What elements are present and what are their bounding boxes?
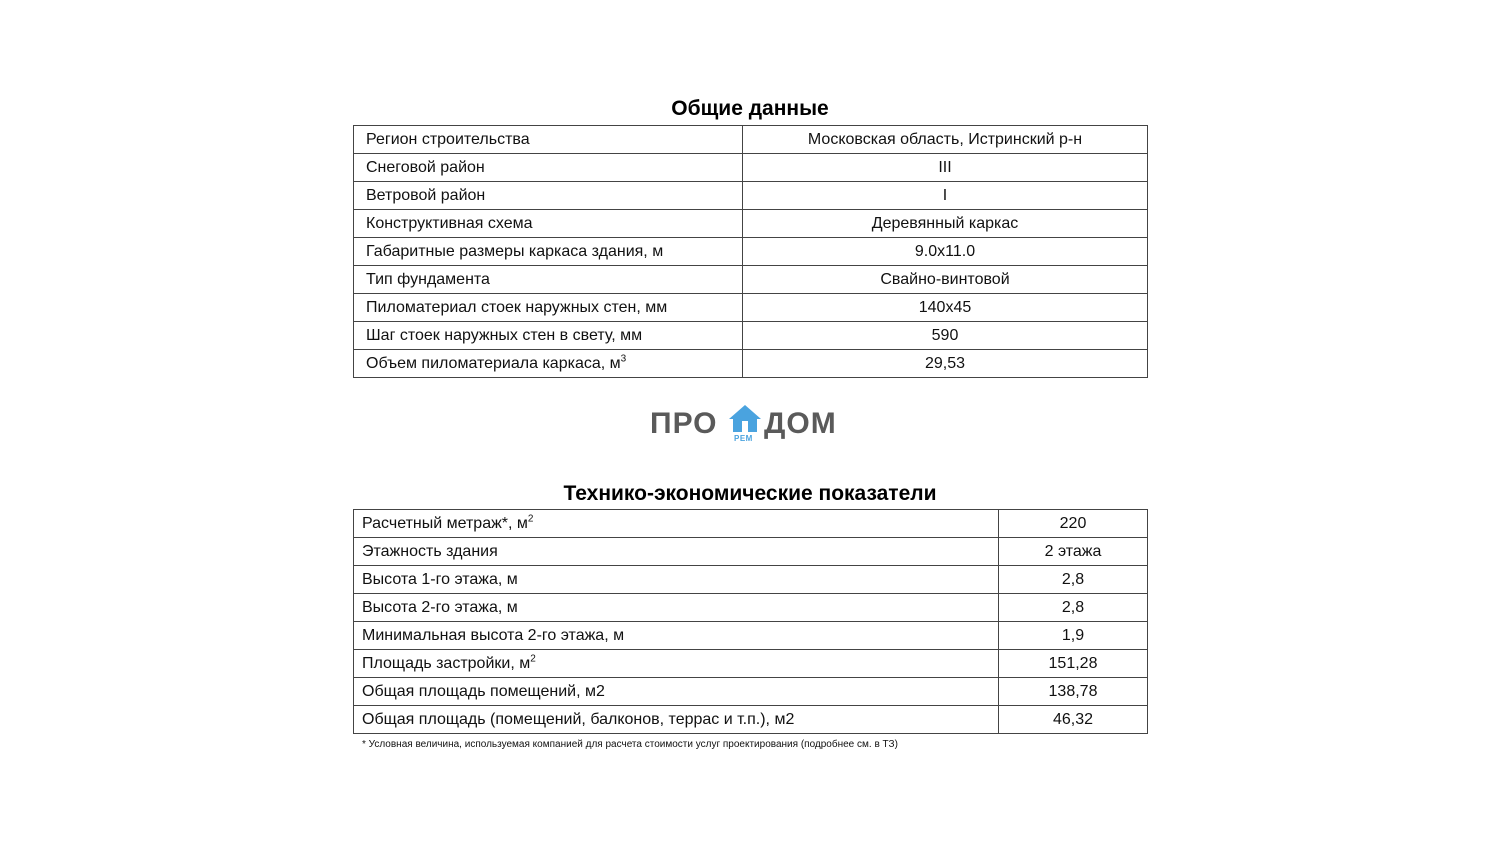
- logo-text-right: ДОМ: [764, 407, 837, 440]
- logo-subtext: РЕМ: [734, 434, 753, 443]
- row-label: Этажность здания: [354, 538, 999, 566]
- row-value: 29,53: [743, 350, 1148, 378]
- unit-superscript: 2: [530, 653, 536, 665]
- row-value: 590: [743, 322, 1148, 350]
- row-label: Высота 2-го этажа, м: [354, 594, 999, 622]
- table-row: [354, 322, 1148, 350]
- row-label: Минимальная высота 2-го этажа, м: [354, 622, 999, 650]
- table-row: [354, 350, 1148, 378]
- table-row: [354, 622, 1148, 650]
- general-data-table: [353, 125, 1148, 378]
- row-label: Снеговой район: [354, 154, 743, 182]
- table-row: [354, 566, 1148, 594]
- row-value: 46,32: [999, 706, 1148, 734]
- table-row: [354, 154, 1148, 182]
- row-label: Высота 1-го этажа, м: [354, 566, 999, 594]
- row-value: 9.0x11.0: [743, 238, 1148, 266]
- row-value: Деревянный каркас: [743, 210, 1148, 238]
- house-icon: [728, 404, 762, 434]
- row-value: 151,28: [999, 650, 1148, 678]
- row-label-cell: [354, 350, 743, 378]
- tep-table: [353, 509, 1148, 734]
- footnote: * Условная величина, используемая компанией для расчета стоимости услуг проектирования (подробнее см. в ТЗ): [362, 739, 898, 750]
- row-label: Тип фундамента: [354, 266, 743, 294]
- unit-superscript: 2: [527, 513, 534, 525]
- row-value: 2,8: [999, 566, 1148, 594]
- row-value: 140x45: [743, 294, 1148, 322]
- row-label: Площадь застройки, м: [362, 655, 531, 672]
- row-label: Объем пиломатериала каркаса, м: [366, 355, 621, 372]
- table-row: [354, 706, 1148, 734]
- row-value: 220: [999, 510, 1148, 538]
- table-row: [354, 538, 1148, 566]
- row-value: 138,78: [999, 678, 1148, 706]
- row-label: Конструктивная схема: [354, 210, 743, 238]
- row-value: 2,8: [999, 594, 1148, 622]
- row-value: I: [743, 182, 1148, 210]
- row-value: 2 этажа: [999, 538, 1148, 566]
- row-label: Ветровой район: [354, 182, 743, 210]
- table-row: [354, 182, 1148, 210]
- row-label-cell: [354, 510, 999, 538]
- table-row: [354, 678, 1148, 706]
- table-row: [354, 294, 1148, 322]
- row-label: Общая площадь помещений, м2: [354, 678, 999, 706]
- row-value: III: [743, 154, 1148, 182]
- row-label: Регион строительства: [354, 126, 743, 154]
- general-data-title: Общие данные: [671, 97, 829, 120]
- table-row: [354, 510, 1148, 538]
- table-row: [354, 238, 1148, 266]
- company-logo: [650, 404, 850, 448]
- row-label: Общая площадь (помещений, балконов, террас и т.п.), м2: [354, 706, 999, 734]
- table-row: [354, 266, 1148, 294]
- row-label: Шаг стоек наружных стен в свету, мм: [354, 322, 743, 350]
- row-value: Свайно-винтовой: [743, 266, 1148, 294]
- row-label: Пиломатериал стоек наружных стен, мм: [354, 294, 743, 322]
- row-label: Расчетный метраж*, м: [362, 515, 528, 532]
- unit-superscript: 3: [620, 353, 627, 365]
- table-row: [354, 594, 1148, 622]
- tep-title: Технико-экономические показатели: [563, 482, 937, 505]
- logo-text-left: ПРО: [650, 407, 718, 440]
- row-label: Габаритные размеры каркаса здания, м: [354, 238, 743, 266]
- row-value: 1,9: [999, 622, 1148, 650]
- table-row: [354, 210, 1148, 238]
- row-label-cell: [354, 650, 999, 678]
- table-row: [354, 650, 1148, 678]
- row-value: Московская область, Истринский р-н: [743, 126, 1148, 154]
- table-row: [354, 126, 1148, 154]
